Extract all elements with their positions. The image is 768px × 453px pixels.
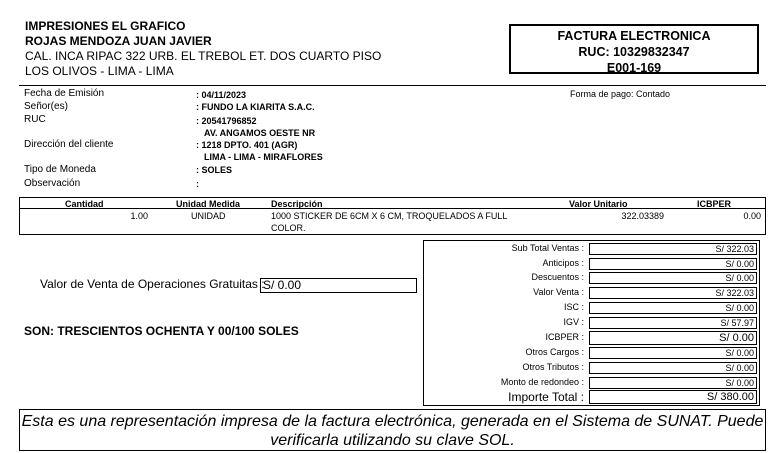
- row-valor-unitario: 322.03389: [621, 211, 664, 221]
- moneda-label: Tipo de Moneda: [24, 164, 96, 175]
- row-icbper: 0.00: [743, 211, 761, 221]
- total-label-isc: ISC :: [563, 302, 584, 312]
- emisor-city: LOS OLIVOS - LIMA - LIMA: [25, 64, 174, 78]
- col-header-cantidad: Cantidad: [65, 199, 104, 209]
- amount-in-words: SON: TRESCIENTOS OCHENTA Y 00/100 SOLES: [24, 324, 299, 338]
- total-value-isc: S/ 0.00: [589, 302, 757, 314]
- total-value-redondeo: S/ 0.00: [589, 377, 757, 389]
- total-value-subtotal: S/ 322.03: [589, 243, 757, 255]
- row-descripcion-line1: 1000 STICKER DE 6CM X 6 CM, TROQUELADOS A FULL: [271, 211, 508, 221]
- observacion-value: :: [196, 179, 199, 189]
- moneda-value: : SOLES: [196, 165, 233, 175]
- emisor-name: IMPRESIONES EL GRAFICO: [25, 19, 186, 33]
- header-divider: [19, 85, 766, 86]
- direccion-value-line2: : 1218 DPTO. 401 (AGR): [196, 140, 298, 150]
- senor-label: Señor(es): [24, 101, 68, 112]
- total-label-igv: IGV :: [563, 317, 584, 327]
- col-header-descripcion: Descripción: [271, 199, 323, 209]
- total-label-otros-cargos: Otros Cargos :: [525, 347, 584, 357]
- total-label-descuentos: Descuentos :: [531, 272, 584, 282]
- row-cantidad: 1.00: [130, 211, 148, 221]
- row-descripcion-line2: COLOR.: [271, 223, 306, 233]
- row-unidad: UNIDAD: [191, 211, 226, 221]
- ruc-value: : 20541796852: [196, 116, 257, 126]
- direccion-value-line1: AV. ANGAMOS OESTE NR: [204, 128, 316, 138]
- document-header-box: [509, 24, 759, 74]
- total-label-otros-tributos: Otros Tributos :: [522, 362, 584, 372]
- gratuitas-label: Valor de Venta de Operaciones Gratuitas :: [40, 277, 265, 291]
- total-value-icbper: S/ 0.00: [589, 331, 757, 345]
- forma-pago: Forma de pago: Contado: [570, 89, 671, 99]
- emisor-owner: ROJAS MENDOZA JUAN JAVIER: [25, 34, 212, 48]
- sunat-footer-note: Esta es una representación impresa de la factura electrónica, generada en el Sistema de SUNAT. Puede verificarla utilizando su clave SOL.: [19, 409, 766, 451]
- total-label-redondeo: Monto de redondeo :: [500, 377, 584, 387]
- total-value-otros-cargos: S/ 0.00: [589, 347, 757, 359]
- total-label-subtotal: Sub Total Ventas :: [511, 243, 584, 253]
- total-value-valor-venta: S/ 322.03: [589, 287, 757, 299]
- total-value-igv: S/ 57.97: [589, 317, 757, 329]
- col-header-icbper: ICBPER: [697, 199, 732, 209]
- total-value-otros-tributos: S/ 0.00: [589, 362, 757, 374]
- direccion-value-line3: LIMA - LIMA - MIRAFLORES: [204, 152, 323, 162]
- emisor-address: CAL. INCA RIPAC 322 URB. EL TREBOL ET. DOS CUARTO PISO: [25, 49, 382, 63]
- totals-box: [423, 240, 760, 406]
- total-value-descuentos: S/ 0.00: [589, 272, 757, 284]
- table-header-divider: [20, 208, 765, 209]
- total-value-importe: S/ 380.00: [589, 390, 757, 404]
- document-ruc: RUC: 10329832347: [578, 45, 690, 59]
- direccion-label: Dirección del cliente: [24, 139, 114, 150]
- total-value-anticipos: S/ 0.00: [589, 258, 757, 270]
- senor-value: : FUNDO LA KIARITA S.A.C.: [196, 102, 315, 112]
- fecha-value: : 04/11/2023: [196, 90, 247, 100]
- total-label-anticipos: Anticipos :: [542, 258, 584, 268]
- total-label-icbper: ICBPER :: [545, 332, 584, 342]
- col-header-unidad: Unidad Medida: [176, 199, 241, 209]
- document-type: FACTURA ELECTRONICA: [557, 29, 711, 43]
- total-label-importe: Importe Total :: [508, 390, 584, 404]
- total-label-valor-venta: Valor Venta :: [533, 287, 584, 297]
- document-number: E001-169: [606, 61, 662, 75]
- items-table: [19, 197, 766, 235]
- gratuitas-value: S/ 0.00: [260, 278, 417, 293]
- fecha-label: Fecha de Emisión: [24, 88, 105, 99]
- ruc-label: RUC: [24, 114, 46, 125]
- observacion-label: Observación: [24, 178, 81, 189]
- col-header-valor-unitario: Valor Unitario: [569, 199, 628, 209]
